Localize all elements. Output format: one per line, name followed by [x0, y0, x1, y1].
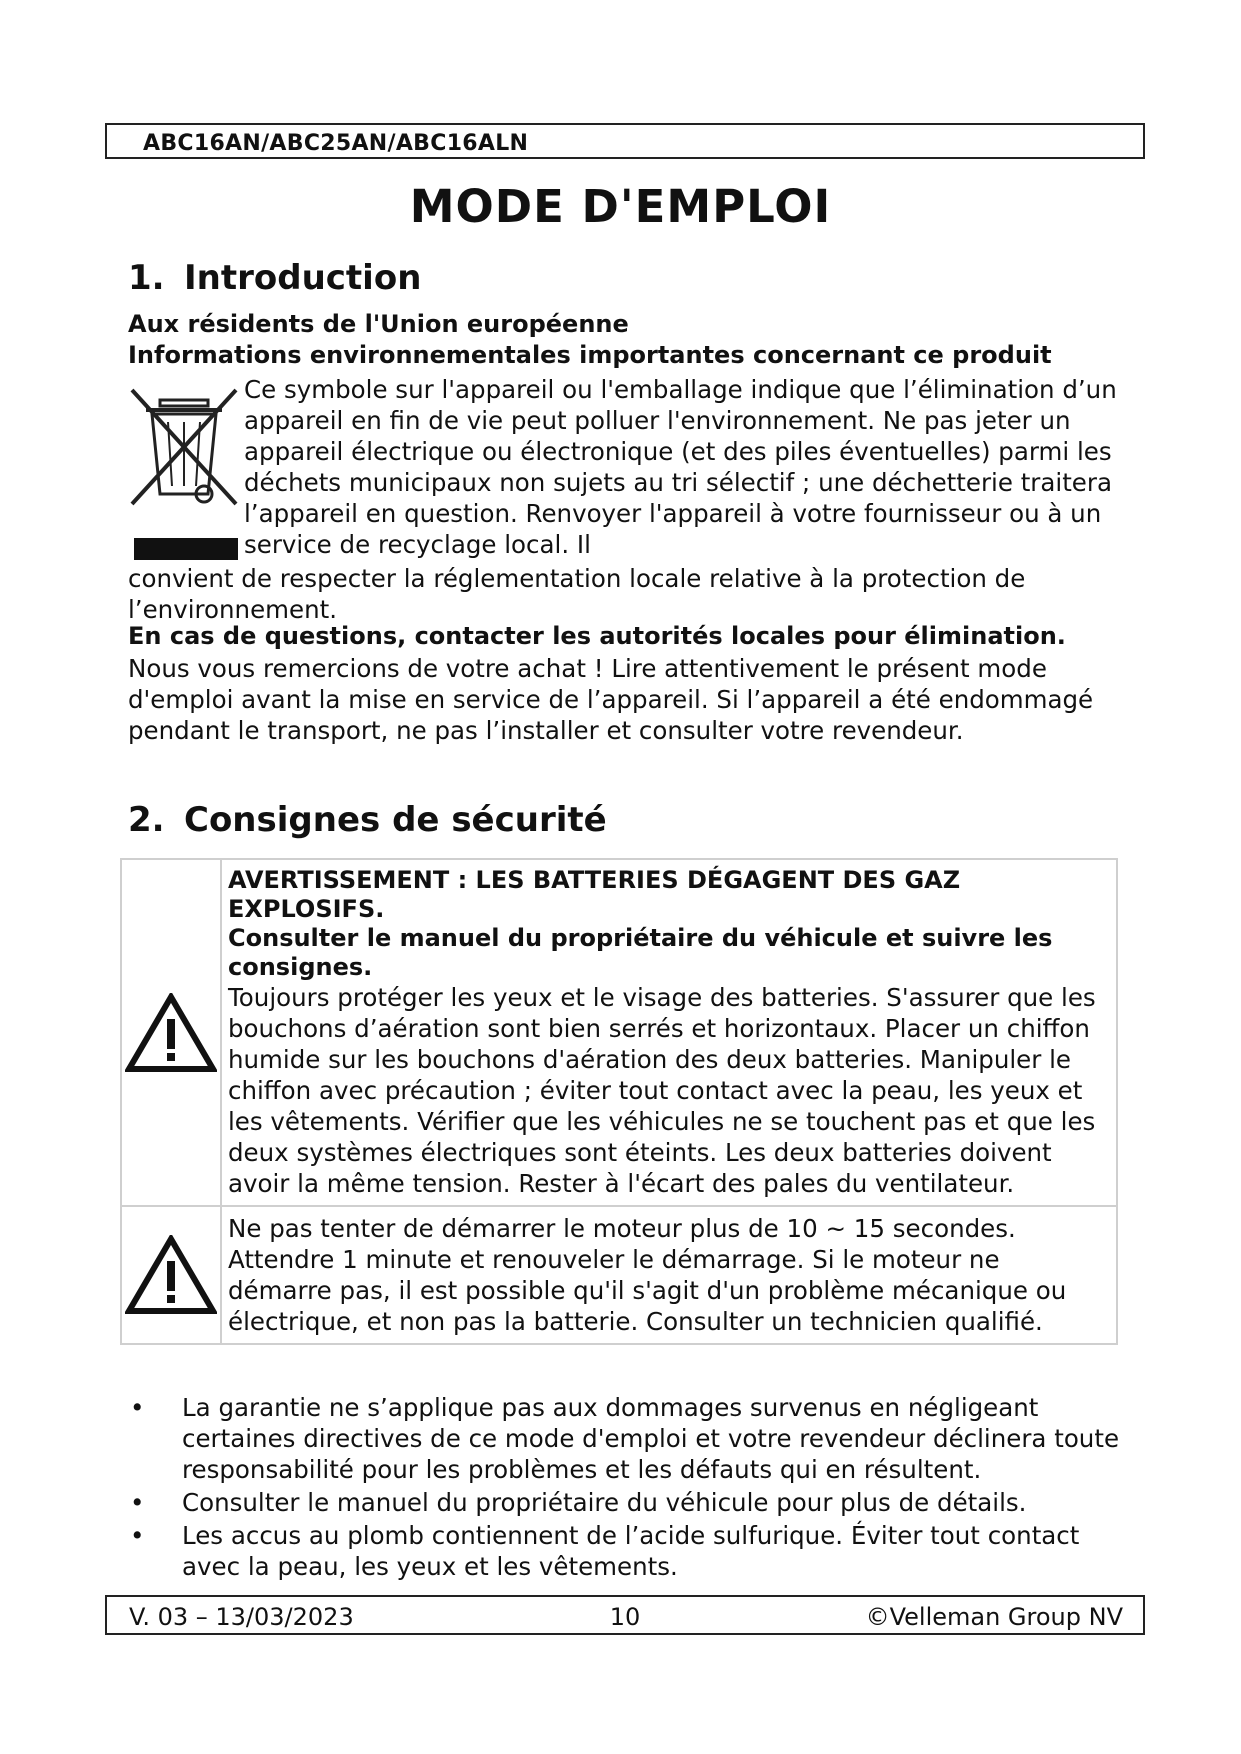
- page-title: MODE D'EMPLOI: [409, 180, 832, 233]
- weee-text: Ce symbole sur l'appareil ou l'emballage indique que l’élimination d’un appareil en fin de vie peut polluer l'environnement. Ne pas jeter un appareil électrique ou électronique (et des piles éventuelles) parmi les déchets municipaux non sujets au tri sélectif ; une déchetterie traitera l’appareil en question. Renvoyer l'appareil à votre fournisseur ou à un service de recyclage local. Il: [244, 375, 1117, 559]
- list-item: • Consulter le manuel du propriétaire du véhicule pour plus de détails.: [130, 1488, 1027, 1517]
- weee-text-continued: convient de respecter la réglementation locale relative à la protection de l’environnement.: [128, 564, 1026, 624]
- bullet-icon: •: [130, 1521, 145, 1550]
- section-2-number: 2.: [128, 800, 165, 840]
- section-1-title: Introduction: [184, 258, 422, 298]
- warning-triangle-icon: [125, 1235, 217, 1315]
- bullet-icon: •: [130, 1393, 145, 1422]
- warning-icon-cell: [121, 859, 221, 1206]
- thanks-paragraph: Nous vous remercions de votre achat ! Lire attentivement le présent mode d'emploi avant la mise en service de l’appareil. Si l’appareil a été endommagé pendant le transport, ne pas l’installer et consulter votre revendeur.: [128, 654, 1094, 745]
- warning-body-text: Toujours protéger les yeux et le visage des batteries. S'assurer que les bouchons d’aération sont bien serrés et horizontaux. Placer un chiffon humide sur les bouchons d'aération des deux batteries. Manipuler le chiffon avec précaution ; éviter tout contact avec la peau, les yeux et les vêtements. Vérifier que les véhicules ne se touchent pas et que les deux systèmes électriques sont éteints. Les deux batteries doivent avoir la même tension. Rester à l'écart des pales du ventilateur.: [228, 983, 1096, 1198]
- env-info-heading: Informations environnementales importantes concernant ce produit: [128, 341, 1052, 369]
- warning-triangle-icon: [125, 993, 217, 1073]
- warning-caps-text: AVERTISSEMENT : LES BATTERIES DÉGAGENT DES GAZ EXPLOSIFS.: [228, 866, 961, 923]
- section-1-heading: [128, 258, 421, 298]
- bullet-icon: •: [130, 1488, 145, 1517]
- safety-bullet-list: [128, 1392, 1138, 1584]
- questions-note: En cas de questions, contacter les autorités locales pour élimination.: [128, 622, 1066, 650]
- warning-text-cell: [221, 859, 1117, 1206]
- footer-box: [105, 1595, 1145, 1635]
- warning-text-cell: [221, 1206, 1117, 1344]
- list-item: • La garantie ne s’applique pas aux dommages survenus en négligeant certaines directives de ce mode d'emploi et votre revendeur déclinera toute responsabilité pour les problèmes et les défauts qui en résultent.: [130, 1393, 1120, 1484]
- section-1-number: 1.: [128, 258, 165, 298]
- footer-version: V. 03 – 13/03/2023: [129, 1603, 354, 1631]
- warning-icon-cell: [121, 1206, 221, 1344]
- header-box: [105, 123, 1145, 159]
- eu-residents-heading: Aux résidents de l'Union européenne: [128, 310, 629, 338]
- list-item: • Les accus au plomb contiennent de l’acide sulfurique. Éviter tout contact avec la peau, les yeux et les vêtements.: [130, 1521, 1080, 1581]
- model-header: ABC16AN/ABC25AN/ABC16ALN: [143, 131, 529, 156]
- section-2-heading: [128, 800, 607, 840]
- footer-copyright: ©Velleman Group NV: [865, 1603, 1123, 1631]
- warning-bold-text: Consulter le manuel du propriétaire du véhicule et suivre les consignes.: [228, 924, 1053, 981]
- warning-row-explosive: [121, 859, 1117, 1206]
- weee-bin-icon: [128, 386, 240, 564]
- safety-warnings-table: [120, 858, 1118, 1345]
- section-2-title: Consignes de sécurité: [184, 800, 607, 840]
- warning-body-text: Ne pas tenter de démarrer le moteur plus de 10 ~ 15 secondes. Attendre 1 minute et renouveler le démarrage. Si le moteur ne démarre pas, il est possible qu'il s'agit d'un problème mécanique ou électrique, et non pas la batterie. Consulter un technicien qualifié.: [228, 1214, 1067, 1336]
- warning-row-starting: [121, 1206, 1117, 1344]
- footer-page-number: 10: [609, 1603, 641, 1631]
